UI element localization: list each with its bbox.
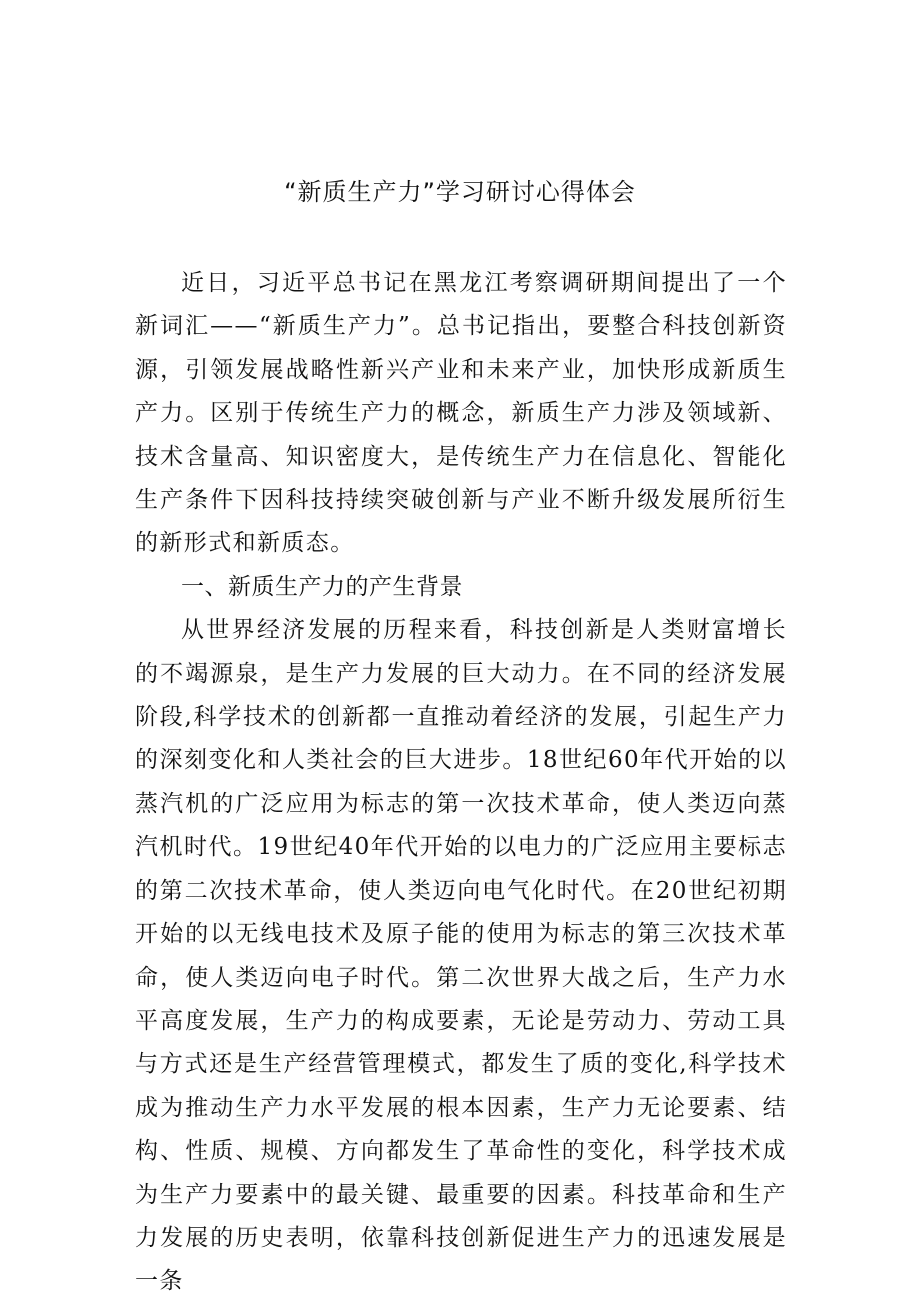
section-1-paragraph: 从世界经济发展的历程来看，科技创新是人类财富增长的不竭源泉，是生产力发展的巨大动力。在不同的经济发展阶段,科学技术的创新都一直推动着经济的发展，引起生产力的深刻变化和人类社会的巨大进步。18世纪60年代开始的以蒸汽机的广泛应用为标志的第一次技术革命，使人类迈向蒸汽机时代。19世纪40年代开始的以电力的广泛应用主要标志的第二次技术革命，使人类迈向电气化时代。在20世纪初期开始的以无线电技术及原子能的使用为标志的第三次技术革命，使人类迈向电子时代。第二次世界大战之后，生产力水平高度发展，生产力的构成要素，无论是劳动力、劳动工具与方式还是生产经营管理模式，都发生了质的变化,科学技术成为推动生产力水平发展的根本因素，生产力无论要素、结构、性质、规模、方向都发生了革命性的变化，科学技术成为生产力要素中的最关键、最重要的因素。科技革命和生产力发展的历史表明，依靠科技创新促进生产力的迅速发展是一条 xyxy=(135,617,787,1295)
intro-paragraph: 近日，习近平总书记在黑龙江考察调研期间提出了一个新词汇——“新质生产力”。总书记指出，要整合科技创新资源，引领发展战略性新兴产业和未来产业，加快形成新质生产力。区别于传统生产力的概念，新质生产力涉及领域新、技术含量高、知识密度大，是传统生产力在信息化、智能化生产条件下因科技持续突破创新与产业不断升级发展所衍生的新形式和新质态。 xyxy=(135,270,787,557)
document-body xyxy=(135,262,787,1304)
document-title: “新质生产力”学习研讨心得体会 xyxy=(284,178,636,206)
section-heading-1: 一、新质生产力的产生背景 xyxy=(181,573,463,600)
